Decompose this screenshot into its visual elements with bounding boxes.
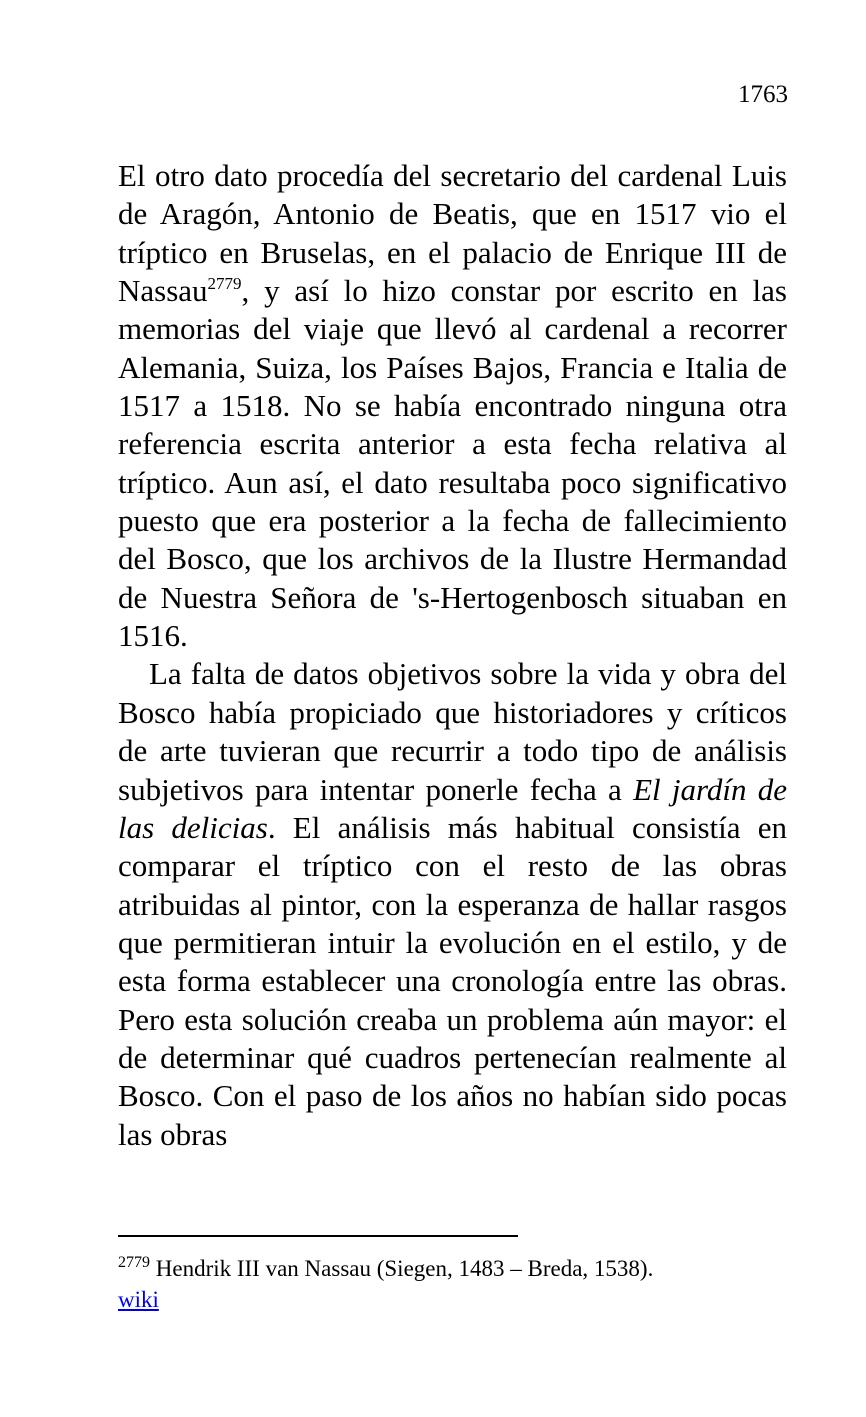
footnote-divider <box>118 1235 518 1237</box>
paragraph-2-text-a: La falta de datos objetivos sobre la vida y obra del Bosco había propiciado que historiadores y críticos de arte tuvieran que recurrir a todo tipo de análisis subjetivos para intentar ponerle fecha a <box>118 656 787 807</box>
paragraph-1-text-a: El otro dato procedía del secretario del cardenal Luis de Aragón, Antonio de Beatis, que en 1517 vio el tríptico en Bruselas, en el palacio de Enrique III de Nassau <box>118 158 787 309</box>
footnote-text: Hendrik III van Nassau (Siegen, 1483 – Breda, 1538). <box>150 1256 654 1281</box>
artwork-title: El jardín de las delicias <box>118 771 788 845</box>
page-number: 1763 <box>738 81 788 108</box>
footnote-reference: 2779 <box>207 274 242 294</box>
paragraph-2 <box>118 655 787 1153</box>
paragraph-1-text-b: , y así lo hizo constar por escrito en las memorias del viaje que llevó al cardenal a recorrer Alemania, Suiza, los Países Bajos, Francia e Italia de 1517 a 1518. No se había encontrado ninguna otra referencia escrita anterior a esta fecha relativa al tríptico. Aun así, el dato resultaba poco significativo puesto que era posterior a la fecha de fallecimiento del Bosco, que los archivos de la Ilustre Hermandad de Nuestra Señora de 's-Hertogenbosch situaban en 1516. <box>118 273 787 654</box>
footnote <box>118 1253 787 1315</box>
wiki-link[interactable]: wiki <box>118 1287 159 1312</box>
paragraph-2-text-b: . El análisis más habitual consistía en comparar el tríptico con el resto de las obras atribuidas al pintor, con la esperanza de hallar rasgos que permitieran intuir la evolución en el estilo, y de esta forma establecer una cronología entre las obras. Pero esta solución creaba un problema aún mayor: el de determinar qué cuadros pertenecían realmente al Bosco. Con el paso de los años no habían sido pocas las obras <box>118 809 787 1152</box>
paragraph-1 <box>118 157 787 655</box>
footnote-number: 2779 <box>118 1254 150 1271</box>
footnote-line <box>118 1253 787 1284</box>
body-text <box>118 157 787 1154</box>
